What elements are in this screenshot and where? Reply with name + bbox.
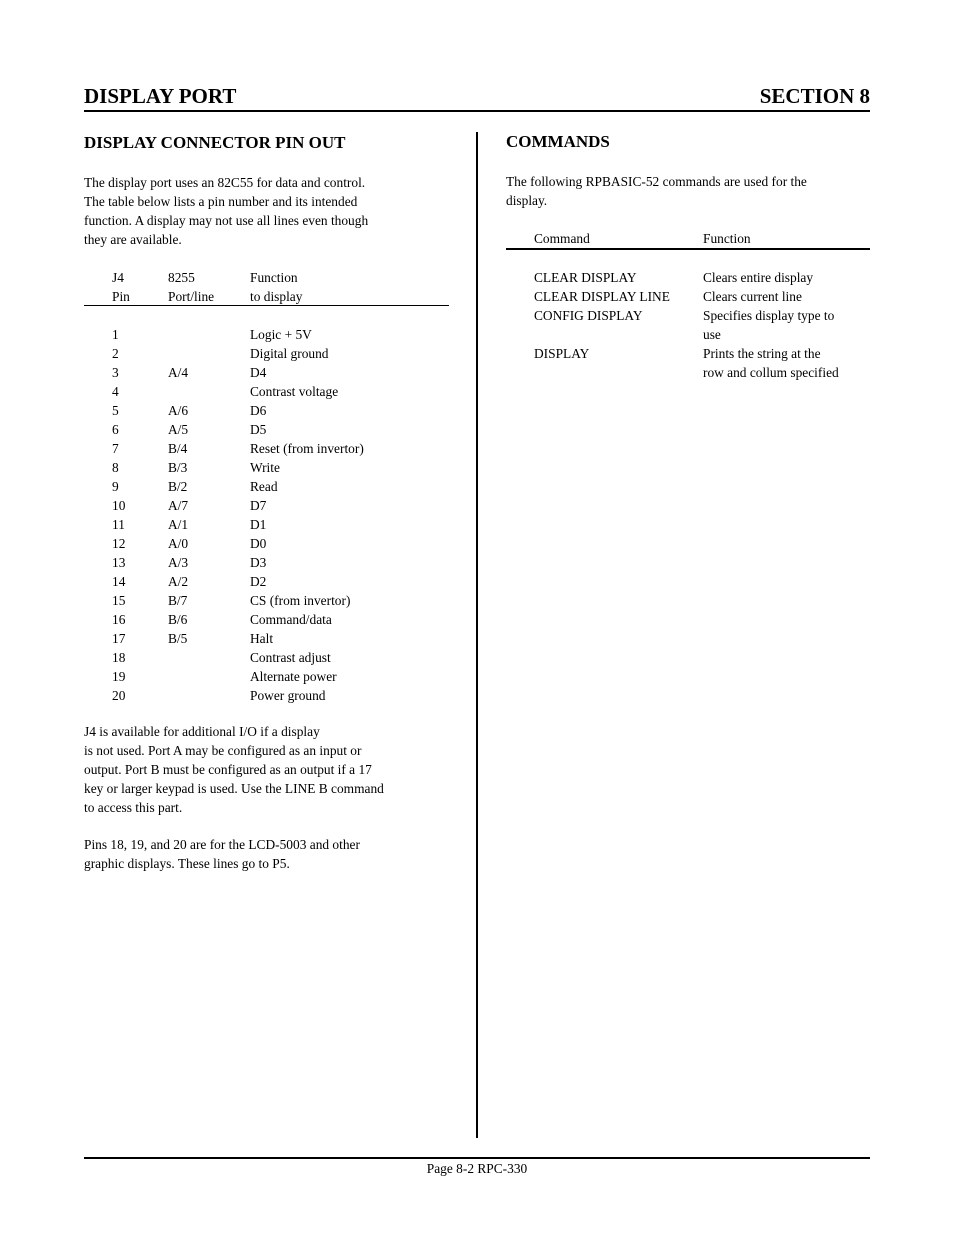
pin-table-header [84,268,449,306]
table-row: 19 Alternate power [112,669,337,684]
table-row: CLEAR DISPLAY LINE Clears current line [534,289,802,304]
table-row: 2 Digital ground [112,346,329,361]
footer-rule [84,1157,870,1159]
commands-heading: COMMANDS [506,132,610,151]
commands-table-body [506,268,870,382]
table-row: 8 B/3 Write [112,460,280,475]
table-row: 3 A/4 D4 [112,365,267,380]
commands-table-header [506,229,870,248]
table-header-row: J4 8255 Function [112,270,298,285]
table-header-row: Command Function [534,231,751,246]
table-row: 4 Contrast voltage [112,384,339,399]
note-j4: J4 is available for additional I/O if a display is not used. Port A may be configured as an input or output. Port B must be configured as an output if a 17 key or larger keypad is used. Use the LINE B command to access this part. [84,724,384,815]
table-row: 1 Logic + 5V [112,327,312,342]
pinout-heading: DISPLAY CONNECTOR PIN OUT [84,133,346,152]
note-pins: Pins 18, 19, and 20 are for the LCD-5003 and other graphic displays. These lines go to P5. [84,837,360,871]
page-footer: Page 8-2 RPC-330 [426,1161,528,1176]
table-row: 6 A/5 D5 [112,422,267,437]
section-label: SECTION 8 [759,84,870,108]
pin-table-body [84,325,449,705]
table-header-row: Pin Port/line to display [112,289,303,304]
table-row: 20 Power ground [112,688,326,703]
column-divider [476,132,478,1138]
table-row: row and collum specified [703,365,839,380]
table-row: 5 A/6 D6 [112,403,267,418]
table-row: 16 B/6 Command/data [112,612,332,627]
page-title: DISPLAY PORT [84,84,237,108]
pinout-intro: The display port uses an 82C55 for data and control. The table below lists a pin number and its intended function. A display may not use all lines even though they are available. [84,175,369,247]
table-row: 11 A/1 D1 [112,517,267,532]
header-rule [84,110,870,112]
table-row: 14 A/2 D2 [112,574,267,589]
table-row: CLEAR DISPLAY Clears entire display [534,270,814,285]
table-row: 15 B/7 CS (from invertor) [112,593,351,608]
table-row: 18 Contrast adjust [112,650,331,665]
commands-table-rule [506,248,870,250]
table-row: use [703,327,721,342]
table-row: 13 A/3 D3 [112,555,267,570]
table-row: DISPLAY Prints the string at the [534,346,821,361]
pin-table-rule [84,305,449,306]
table-row: 17 B/5 Halt [112,631,274,646]
table-row: 10 A/7 D7 [112,498,267,513]
table-row: 7 B/4 Reset (from invertor) [112,441,364,456]
table-row: CONFIG DISPLAY Specifies display type to [534,308,835,323]
table-row: 9 B/2 Read [112,479,278,494]
table-row: 12 A/0 D0 [112,536,267,551]
commands-intro: The following RPBASIC-52 commands are used for the display. [506,174,807,208]
